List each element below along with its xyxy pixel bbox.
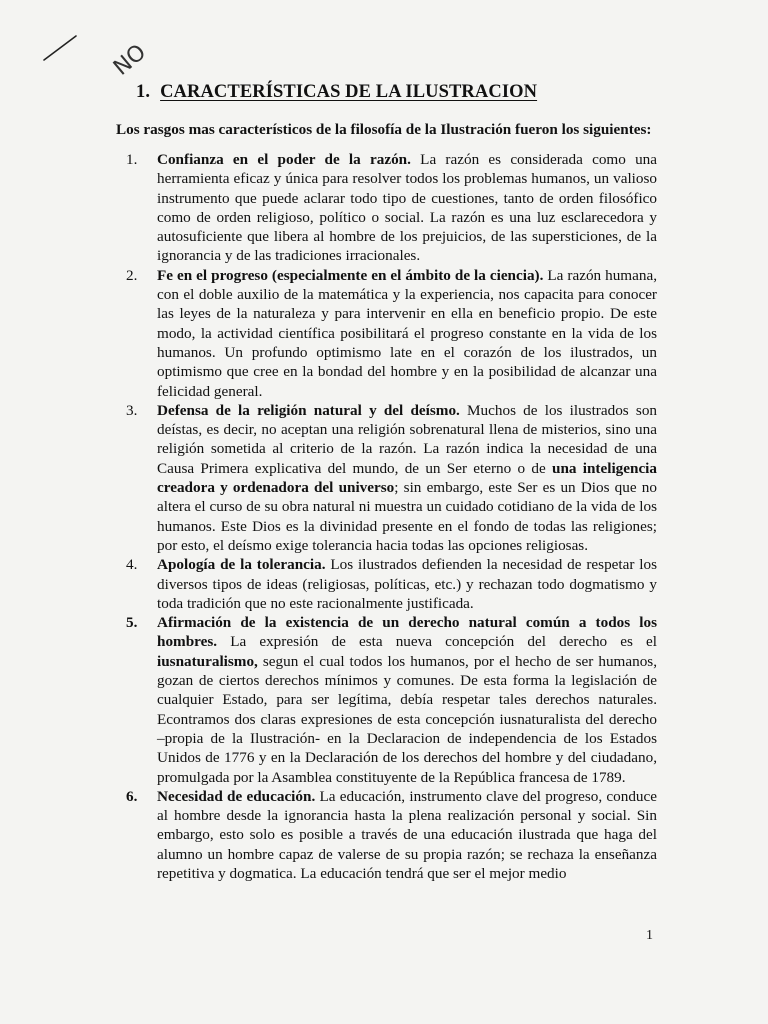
item-heading: Confianza en el poder de la razón. (157, 151, 411, 168)
item-paragraph (157, 613, 657, 787)
item-paragraph (157, 401, 657, 555)
item-body: Los ilustrados defienden la necesidad de respetar los diversos tipos de ideas (religiosas, políticas, etc.) y rechazan todo dogmatismo y toda tradición que no este racionalmente justificada. (157, 556, 657, 612)
item-heading: Necesidad de educación. (157, 787, 316, 805)
item-heading: Defensa de la religión natural y del deísmo. (157, 401, 460, 419)
handwritten-no-text: NO (109, 39, 152, 81)
item-body: La razón es considerada como una herramienta eficaz y única para resolver todos los problemas humanos, un valioso instrumento que puede aclarar todo tipo de cuestiones, tanto de orden filosófico como de orden religioso, político o social. La razón es una luz esclarecedora y autosuficiente que libera al hombre de los prejuicios, de las supersticiones, de la ignorancia y de las tradiciones irracionales. (157, 151, 658, 265)
list-item-6 (112, 787, 657, 883)
item-number: 4. (126, 556, 138, 574)
item-body: Muchos de los ilustrados son deístas, es decir, no aceptan una religión sobrenatural llena de misterios, sino una religión sometida al criterio de la razón. La razón indica la necesidad de una Causa Primera explicativa del mundo, de un Ser eterno o de (157, 401, 658, 477)
intro-text: Los rasgos mas característicos de la filosofía de la Ilustración fueron los siguientes: (116, 121, 652, 138)
item-number: 2. (126, 266, 138, 284)
handwritten-mark (36, 18, 166, 88)
item-paragraph (157, 150, 657, 266)
list-item-5 (112, 613, 657, 787)
item-heading: Fe en el progreso (especialmente en el ámbito de la ciencia). (157, 266, 544, 284)
item-paragraph (157, 555, 657, 613)
item-number: 1. (126, 151, 138, 168)
item-number: 3. (126, 401, 138, 419)
item-paragraph (157, 787, 657, 883)
item-heading: Apología de la tolerancia. (157, 556, 326, 574)
list-item-2 (112, 266, 657, 401)
item-emphasis: una inteligencia creadora y ordenadora del universo (157, 459, 657, 497)
item-body: La expresión de esta nueva concepción del derecho es el (217, 633, 657, 651)
page-title (136, 82, 537, 103)
item-body-cont: segun el cual todos los humanos, por el hecho de ser humanos, gozan de ciertos derechos mínimos y comunes. De esta forma la legislación de cualquier Estado, para ser legítima, debía respetar tales derechos naturales. Econtramos dos claras expresiones de esta concepción iusnaturalista del derecho –propia de la Ilustración- en la Declaracion de independencia de los Estados Unidos de 1776 y en la Declaración de los derechos del hombre y del ciudadano, promulgada por la Asamblea constituyente de la República francesa de 1789. (157, 652, 657, 786)
page-number: 1 (646, 928, 653, 943)
item-body: La razón humana, con el doble auxilio de la matemática y la experiencia, nos capacita para conocer las leyes de la naturaleza y para intervenir en ella en beneficio propio. De este modo, la actividad científica posibilitará el progreso constante en la vida de los humanos. Un profundo optimismo late en el corazón de los ilustrados, un optimismo que cree en la bondad del hombre y en la posibilidad de alcanzar una felicidad general. (157, 266, 657, 400)
title-text: CARACTERÍSTICAS DE LA ILUSTRACION (160, 82, 538, 102)
item-emphasis: iusnaturalismo, (157, 652, 258, 670)
characteristics-list (112, 150, 657, 883)
item-number: 5. (126, 614, 138, 632)
item-heading: Afirmación de la existencia de un derecho natural común a todos los hombres. (157, 614, 657, 651)
title-number: 1. (136, 82, 151, 102)
item-number: 6. (126, 787, 138, 805)
item-paragraph (157, 266, 657, 401)
list-item-1 (112, 150, 657, 266)
list-item-4 (112, 555, 657, 613)
item-body-cont: ; sin embargo, este Ser es un Dios que no altera el curso de su obra natural ni muestra un cuidado cotidiano de la vida de los humanos. Este Dios es la divinidad presente en el fondo de todas las religiones; por esto, el deísmo exige tolerancia hacia todas las opciones religiosas. (157, 479, 657, 554)
list-item-3 (112, 401, 657, 555)
item-body: La educación, instrumento clave del progreso, conduce al hombre desde la ignorancia hasta la plena realización personal y social. Sin embargo, esto solo es posible a través de una educación ilustrada que haga del alumno un hombre capaz de valerse de su propia razón; se rechaza la enseñanza repetitiva y dogmatica. La educación tendrá que ser el mejor medio (157, 787, 657, 882)
